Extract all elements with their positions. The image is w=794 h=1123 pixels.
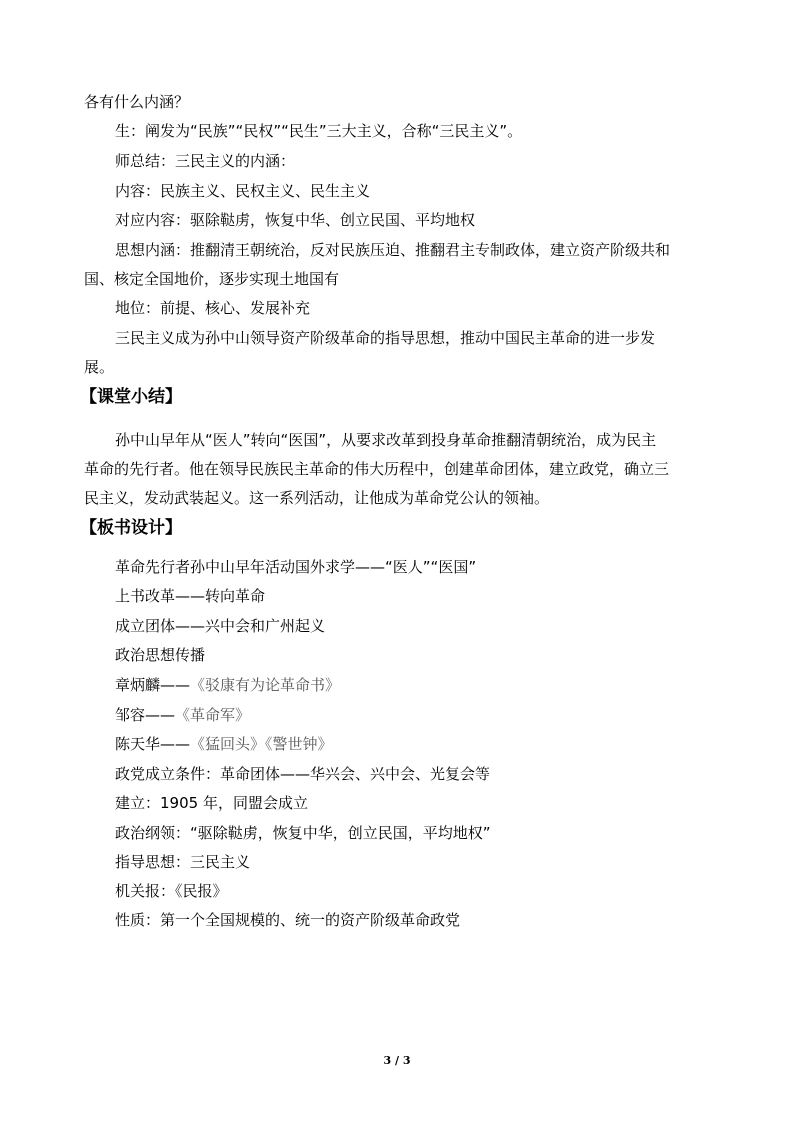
board-item: 性质：第一个全国规模的、统一的资产阶级革命政党 <box>115 911 461 929</box>
summary-heading: 【课堂小结】 <box>80 387 182 407</box>
question-tail: 各有什么内涵？ <box>84 93 190 111</box>
corresponding-line: 对应内容：驱除鞑虏，恢复中华、创立民国、平均地权 <box>115 211 476 229</box>
teacher-summary: 师总结：三民主义的内涵： <box>115 152 296 170</box>
work-title: 《革命军》 <box>175 706 251 724</box>
content-line: 内容：民族主义、民权主义、民生主义 <box>115 182 371 200</box>
work-title: 《驳康有为论革命书》 <box>190 676 341 694</box>
board-item: 机关报：《民报》 <box>115 882 228 900</box>
board-item <box>115 705 250 725</box>
page-number: 3 / 3 <box>383 1054 411 1067</box>
author-label: 邹容—— <box>115 706 176 724</box>
board-item: 政治纲领：“驱除鞑虏，恢复中华，创立民国，平均地权” <box>115 824 491 842</box>
board-item <box>115 734 333 754</box>
conclusion-line-1: 三民主义成为孙中山领导资产阶级革命的指导思想，推动中国民主革命的进一步发 <box>115 329 656 347</box>
thought-line-2: 国、核定全国地价，逐步实现土地国有 <box>84 270 340 288</box>
conclusion-line-2: 展。 <box>84 358 115 376</box>
author-label: 章炳麟—— <box>115 676 191 694</box>
board-item: 指导思想：三民主义 <box>115 853 251 871</box>
summary-line-2: 革命的先行者。他在领导民族民主革命的伟大历程中，创建革命团体，建立政党，确立三 <box>84 460 670 478</box>
status-line: 地位：前提、核心、发展补充 <box>115 299 311 317</box>
student-answer: 生：阐发为“民族”“民权”“民生”三大主义，合称“三民主义”。 <box>115 122 523 140</box>
board-heading: 【板书设计】 <box>80 518 182 538</box>
summary-line-1: 孙中山早年从“医人”转向“医国”，从要求改革到投身革命推翻清朝统治，成为民主 <box>115 431 657 449</box>
board-item: 成立团体——兴中会和广州起义 <box>115 617 326 635</box>
board-item <box>115 675 340 695</box>
author-label: 陈天华—— <box>115 735 191 753</box>
thought-line-1: 思想内涵：推翻清王朝统治，反对民族压迫、推翻君主专制政体，建立资产阶级共和 <box>115 241 671 259</box>
board-item: 建立：1905 年，同盟会成立 <box>115 794 308 812</box>
board-item: 政党成立条件：革命团体——华兴会、兴中会、光复会等 <box>115 765 491 783</box>
board-item: 政治思想传播 <box>115 646 206 664</box>
board-item: 革命先行者孙中山早年活动国外求学——“医人”“医国” <box>115 558 477 576</box>
board-item: 上书改革——转向革命 <box>115 587 266 605</box>
work-title: 《猛回头》《警世钟》 <box>190 735 333 753</box>
summary-line-3: 民主义，发动武装起义。这一系列活动，让他成为革命党公认的领袖。 <box>84 489 550 507</box>
